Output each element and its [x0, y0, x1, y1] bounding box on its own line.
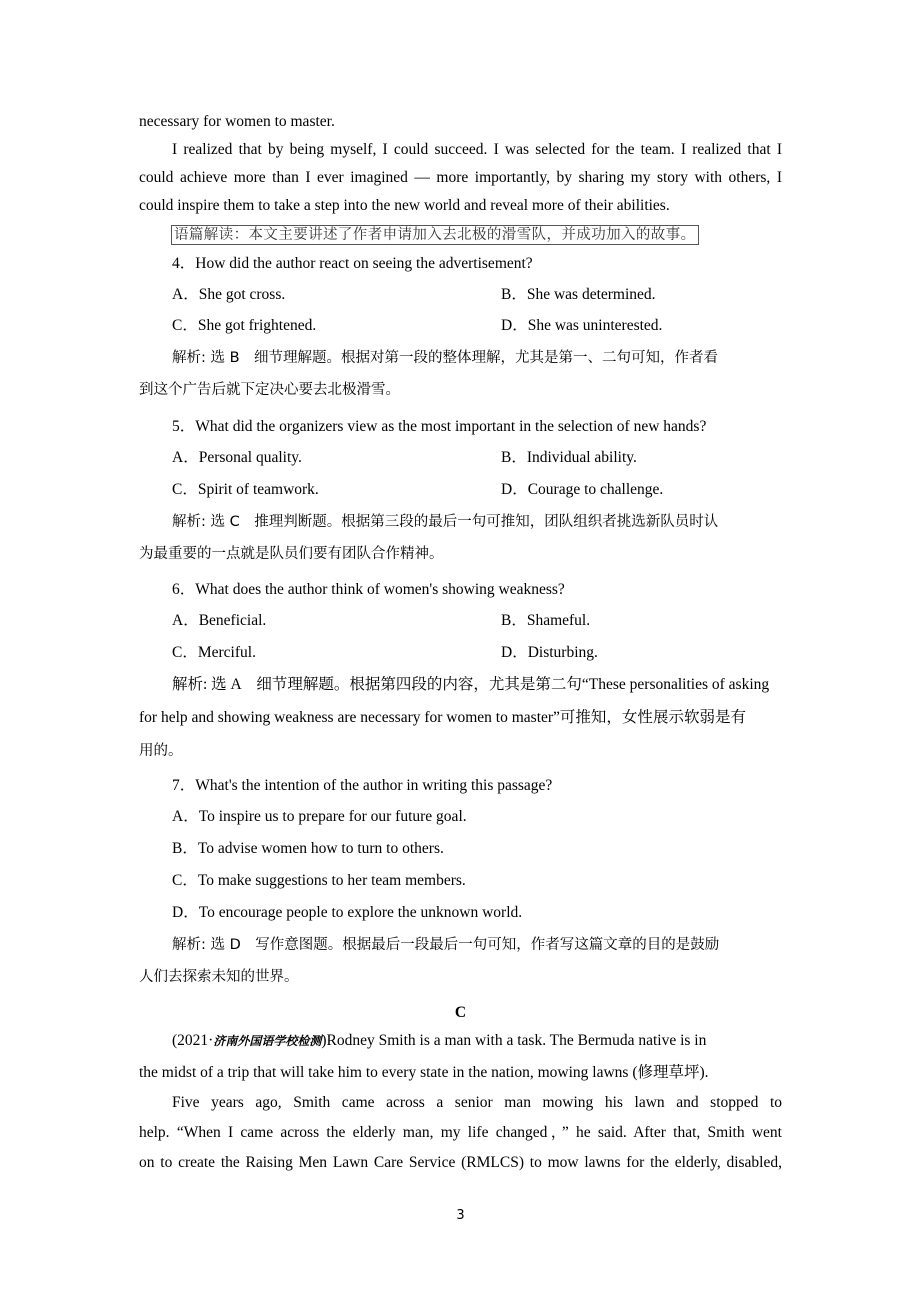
option-d: D．She was uninterested.: [501, 317, 663, 334]
option-c: C．Spirit of teamwork.: [172, 481, 319, 498]
option-a: A．Personal quality.: [172, 449, 302, 466]
option-d: D．Disturbing.: [501, 644, 598, 661]
option-c: C．She got frightened.: [172, 317, 317, 334]
page-number: 3: [456, 1208, 465, 1223]
answer-analysis: 为最重要的一点就是队员们要有团队合作精神。: [139, 546, 444, 562]
question-stem: 5．What did the organizers view as the most important in the selection of new hands?: [172, 418, 707, 435]
option-a: A．Beneficial.: [172, 612, 267, 629]
question-stem: 6．What does the author think of women's showing weakness?: [172, 581, 565, 598]
question-stem: 7．What's the intention of the author in writing this passage?: [172, 777, 553, 794]
answer-analysis: 到这个广告后就下定决心要去北极滑雪。: [139, 382, 400, 398]
passage-text-line: [172, 1031, 706, 1051]
option-b: B．She was determined.: [501, 286, 656, 303]
option-d: D．Courage to challenge.: [501, 481, 664, 498]
answer-analysis: 人们去探索未知的世界。: [139, 969, 299, 985]
passage-text: )Rodney Smith is a man with a task. The Bermuda native is in: [321, 1032, 707, 1049]
passage-text-line: could inspire them to take a step into the new world and reveal more of their abilities.: [139, 197, 670, 214]
answer-analysis: 用的。: [139, 743, 183, 759]
answer-analysis: 解析: 选 B 细节理解题。根据对第一段的整体理解，尤其是第一、二句可知，作者看: [172, 350, 719, 366]
answer-analysis: 解析: 选 A 细节理解题。根据第四段的内容，尤其是第二句“These personalities of asking: [172, 676, 770, 693]
source-open: (2021·: [172, 1032, 214, 1049]
passage-text-line: necessary for women to master.: [139, 113, 335, 130]
passage-text-line: the midst of a trip that will take him to every state in the nation, mowing lawns (修理草坪).: [139, 1064, 709, 1081]
option-c: C．Merciful.: [172, 644, 256, 661]
passage-text-line: could achieve more than I ever imagined — more importantly, by sharing my story with others, I: [139, 169, 782, 186]
section-title: C: [454, 1004, 467, 1021]
answer-analysis: 解析: 选 C 推理判断题。根据第三段的最后一句可推知，团队组织者挑选新队员时认: [172, 514, 719, 530]
option-b: B．Individual ability.: [501, 449, 637, 466]
source-tag: 济南外国语学校检测: [213, 1034, 322, 1048]
option-d: D．To encourage people to explore the unknown world.: [172, 904, 523, 921]
answer-analysis: 解析: 选 D 写作意图题。根据最后一段最后一句可知，作者写这篇文章的目的是鼓励: [172, 937, 720, 953]
passage-text-line: on to create the Raising Men Lawn Care Service (RMLCS) to mow lawns for the elderly, disabled,: [139, 1154, 782, 1171]
option-c: C．To make suggestions to her team members.: [172, 872, 466, 889]
option-b: B．Shameful.: [501, 612, 591, 629]
passage-text-line: I realized that by being myself, I could succeed. I was selected for the team. I realized that I: [172, 141, 782, 158]
passage-text-line: Five years ago, Smith came across a senior man mowing his lawn and stopped to: [172, 1094, 782, 1111]
passage-summary-box: 语篇解读：本文主要讲述了作者申请加入去北极的滑雪队，并成功加入的故事。: [171, 225, 699, 245]
passage-text-line: help. “When I came across the elderly man, my life changed，” he said. After that, Smith went: [139, 1124, 782, 1141]
option-a: A．To inspire us to prepare for our future goal.: [172, 808, 467, 825]
answer-analysis: for help and showing weakness are necessary for women to master”可推知，女性展示软弱是有: [139, 709, 746, 726]
option-b: B．To advise women how to turn to others.: [172, 840, 444, 857]
option-a: A．She got cross.: [172, 286, 286, 303]
question-stem: 4．How did the author react on seeing the advertisement?: [172, 255, 533, 272]
